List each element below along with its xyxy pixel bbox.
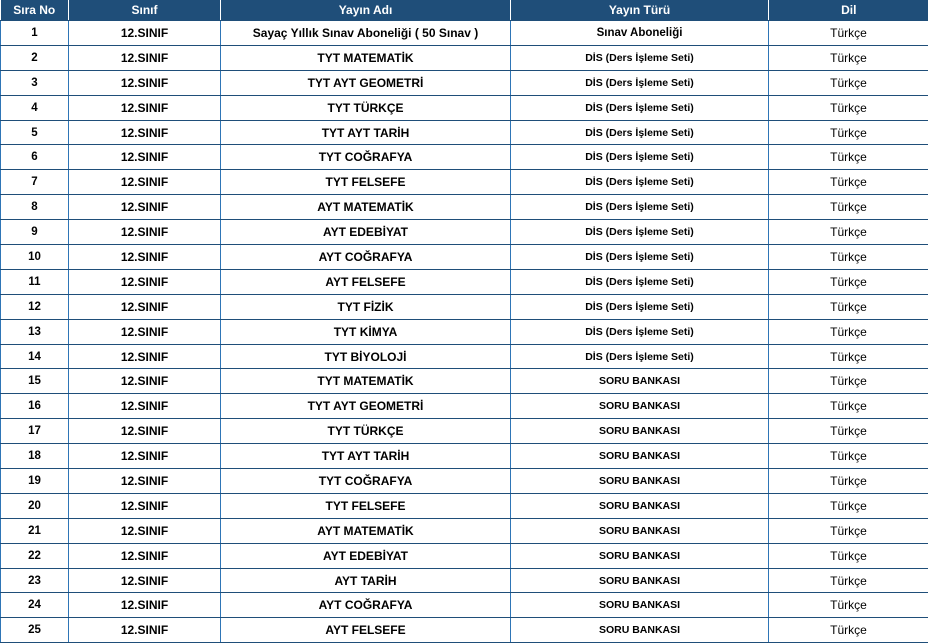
cell-sira-no: 21 (1, 518, 69, 543)
cell-sinif: 12.SINIF (69, 120, 221, 145)
table-body (1, 21, 928, 643)
table-row (1, 618, 928, 643)
cell-sira-no: 9 (1, 220, 69, 245)
cell-sira-no: 8 (1, 195, 69, 220)
cell-sinif: 12.SINIF (69, 95, 221, 120)
cell-dil: Türkçe (769, 170, 928, 195)
cell-sira-no: 14 (1, 344, 69, 369)
table-row (1, 344, 928, 369)
cell-sinif: 12.SINIF (69, 45, 221, 70)
column-header-sira-no: Sıra No (1, 0, 69, 21)
cell-sinif: 12.SINIF (69, 344, 221, 369)
cell-yayin-turu: SORU BANKASI (511, 618, 769, 643)
table-row (1, 493, 928, 518)
cell-dil: Türkçe (769, 269, 928, 294)
cell-yayin-turu: SORU BANKASI (511, 369, 769, 394)
cell-yayin-turu: DİS (Ders İşleme Seti) (511, 120, 769, 145)
cell-sira-no: 25 (1, 618, 69, 643)
cell-dil: Türkçe (769, 195, 928, 220)
cell-sira-no: 23 (1, 568, 69, 593)
table-row (1, 95, 928, 120)
table-row (1, 469, 928, 494)
cell-yayin-adi: AYT MATEMATİK (221, 518, 511, 543)
cell-dil: Türkçe (769, 419, 928, 444)
table-row (1, 195, 928, 220)
cell-yayin-adi: TYT FELSEFE (221, 170, 511, 195)
table-header-row (1, 0, 928, 21)
column-header-dil: Dil (769, 0, 928, 21)
cell-sinif: 12.SINIF (69, 568, 221, 593)
cell-yayin-adi: TYT FELSEFE (221, 493, 511, 518)
cell-yayin-adi: TYT AYT GEOMETRİ (221, 70, 511, 95)
cell-yayin-turu: SORU BANKASI (511, 444, 769, 469)
cell-yayin-adi: TYT AYT TARİH (221, 444, 511, 469)
cell-sinif: 12.SINIF (69, 21, 221, 46)
cell-dil: Türkçe (769, 369, 928, 394)
cell-sinif: 12.SINIF (69, 444, 221, 469)
cell-sira-no: 13 (1, 319, 69, 344)
cell-sinif: 12.SINIF (69, 419, 221, 444)
cell-sira-no: 7 (1, 170, 69, 195)
cell-yayin-adi: TYT COĞRAFYA (221, 145, 511, 170)
cell-dil: Türkçe (769, 444, 928, 469)
cell-yayin-turu: Sınav Aboneliği (511, 21, 769, 46)
cell-sira-no: 11 (1, 269, 69, 294)
cell-dil: Türkçe (769, 469, 928, 494)
cell-yayin-adi: AYT EDEBİYAT (221, 543, 511, 568)
cell-sira-no: 6 (1, 145, 69, 170)
cell-sinif: 12.SINIF (69, 369, 221, 394)
cell-dil: Türkçe (769, 493, 928, 518)
table-row (1, 145, 928, 170)
cell-sinif: 12.SINIF (69, 394, 221, 419)
cell-dil: Türkçe (769, 245, 928, 270)
cell-sinif: 12.SINIF (69, 269, 221, 294)
cell-yayin-adi: AYT COĞRAFYA (221, 245, 511, 270)
cell-dil: Türkçe (769, 120, 928, 145)
cell-yayin-adi: AYT FELSEFE (221, 618, 511, 643)
cell-dil: Türkçe (769, 294, 928, 319)
table-row (1, 269, 928, 294)
cell-dil: Türkçe (769, 518, 928, 543)
cell-sinif: 12.SINIF (69, 469, 221, 494)
cell-yayin-adi: AYT FELSEFE (221, 269, 511, 294)
cell-yayin-turu: SORU BANKASI (511, 543, 769, 568)
column-header-yayin-turu: Yayın Türü (511, 0, 769, 21)
cell-sira-no: 5 (1, 120, 69, 145)
cell-sinif: 12.SINIF (69, 245, 221, 270)
table-row (1, 419, 928, 444)
cell-sira-no: 16 (1, 394, 69, 419)
cell-yayin-turu: DİS (Ders İşleme Seti) (511, 245, 769, 270)
cell-yayin-turu: DİS (Ders İşleme Seti) (511, 269, 769, 294)
table-header (1, 0, 928, 21)
cell-yayin-adi: TYT FİZİK (221, 294, 511, 319)
cell-sinif: 12.SINIF (69, 543, 221, 568)
table-row (1, 120, 928, 145)
cell-yayin-turu: SORU BANKASI (511, 469, 769, 494)
cell-yayin-adi: AYT EDEBİYAT (221, 220, 511, 245)
cell-yayin-turu: SORU BANKASI (511, 493, 769, 518)
cell-sira-no: 17 (1, 419, 69, 444)
cell-sira-no: 4 (1, 95, 69, 120)
cell-sinif: 12.SINIF (69, 170, 221, 195)
table-row (1, 518, 928, 543)
cell-sira-no: 22 (1, 543, 69, 568)
cell-dil: Türkçe (769, 618, 928, 643)
cell-dil: Türkçe (769, 70, 928, 95)
cell-dil: Türkçe (769, 394, 928, 419)
cell-dil: Türkçe (769, 593, 928, 618)
table-row (1, 70, 928, 95)
cell-yayin-turu: SORU BANKASI (511, 518, 769, 543)
cell-sinif: 12.SINIF (69, 618, 221, 643)
table-row (1, 170, 928, 195)
cell-dil: Türkçe (769, 344, 928, 369)
cell-yayin-turu: SORU BANKASI (511, 419, 769, 444)
cell-yayin-adi: TYT MATEMATİK (221, 45, 511, 70)
cell-dil: Türkçe (769, 45, 928, 70)
cell-sinif: 12.SINIF (69, 70, 221, 95)
table-row (1, 21, 928, 46)
cell-yayin-turu: DİS (Ders İşleme Seti) (511, 344, 769, 369)
cell-yayin-adi: TYT AYT TARİH (221, 120, 511, 145)
cell-yayin-adi: TYT AYT GEOMETRİ (221, 394, 511, 419)
column-header-yayin-adi: Yayın Adı (221, 0, 511, 21)
table-row (1, 593, 928, 618)
cell-yayin-adi: TYT BİYOLOJİ (221, 344, 511, 369)
table-row (1, 294, 928, 319)
cell-sira-no: 1 (1, 21, 69, 46)
cell-sinif: 12.SINIF (69, 493, 221, 518)
cell-yayin-turu: DİS (Ders İşleme Seti) (511, 95, 769, 120)
cell-yayin-turu: DİS (Ders İşleme Seti) (511, 145, 769, 170)
cell-yayin-adi: Sayaç Yıllık Sınav Aboneliği ( 50 Sınav ) (221, 21, 511, 46)
cell-sinif: 12.SINIF (69, 195, 221, 220)
cell-yayin-turu: DİS (Ders İşleme Seti) (511, 45, 769, 70)
cell-dil: Türkçe (769, 220, 928, 245)
column-header-sinif: Sınıf (69, 0, 221, 21)
cell-dil: Türkçe (769, 543, 928, 568)
cell-sinif: 12.SINIF (69, 294, 221, 319)
cell-yayin-turu: DİS (Ders İşleme Seti) (511, 220, 769, 245)
table-row (1, 444, 928, 469)
cell-yayin-turu: DİS (Ders İşleme Seti) (511, 170, 769, 195)
table-row (1, 394, 928, 419)
cell-sira-no: 20 (1, 493, 69, 518)
cell-sira-no: 10 (1, 245, 69, 270)
cell-dil: Türkçe (769, 145, 928, 170)
cell-yayin-turu: SORU BANKASI (511, 593, 769, 618)
table-row (1, 369, 928, 394)
table-row (1, 319, 928, 344)
cell-sinif: 12.SINIF (69, 319, 221, 344)
cell-yayin-turu: DİS (Ders İşleme Seti) (511, 294, 769, 319)
cell-dil: Türkçe (769, 95, 928, 120)
cell-yayin-turu: SORU BANKASI (511, 568, 769, 593)
table-row (1, 543, 928, 568)
cell-sira-no: 15 (1, 369, 69, 394)
cell-yayin-turu: DİS (Ders İşleme Seti) (511, 319, 769, 344)
cell-yayin-adi: TYT KİMYA (221, 319, 511, 344)
cell-dil: Türkçe (769, 21, 928, 46)
cell-sinif: 12.SINIF (69, 518, 221, 543)
cell-sinif: 12.SINIF (69, 145, 221, 170)
cell-yayin-adi: TYT COĞRAFYA (221, 469, 511, 494)
cell-sira-no: 3 (1, 70, 69, 95)
cell-yayin-adi: TYT TÜRKÇE (221, 95, 511, 120)
cell-yayin-turu: DİS (Ders İşleme Seti) (511, 70, 769, 95)
cell-sinif: 12.SINIF (69, 220, 221, 245)
cell-sira-no: 19 (1, 469, 69, 494)
cell-sira-no: 2 (1, 45, 69, 70)
cell-yayin-adi: TYT TÜRKÇE (221, 419, 511, 444)
cell-dil: Türkçe (769, 568, 928, 593)
cell-sinif: 12.SINIF (69, 593, 221, 618)
table-row (1, 220, 928, 245)
cell-sira-no: 12 (1, 294, 69, 319)
cell-sira-no: 24 (1, 593, 69, 618)
cell-yayin-turu: SORU BANKASI (511, 394, 769, 419)
cell-dil: Türkçe (769, 319, 928, 344)
cell-yayin-adi: TYT MATEMATİK (221, 369, 511, 394)
table-row (1, 245, 928, 270)
cell-yayin-adi: AYT TARİH (221, 568, 511, 593)
cell-yayin-adi: AYT MATEMATİK (221, 195, 511, 220)
table-row (1, 568, 928, 593)
cell-sira-no: 18 (1, 444, 69, 469)
cell-yayin-adi: AYT COĞRAFYA (221, 593, 511, 618)
cell-yayin-turu: DİS (Ders İşleme Seti) (511, 195, 769, 220)
table-row (1, 45, 928, 70)
